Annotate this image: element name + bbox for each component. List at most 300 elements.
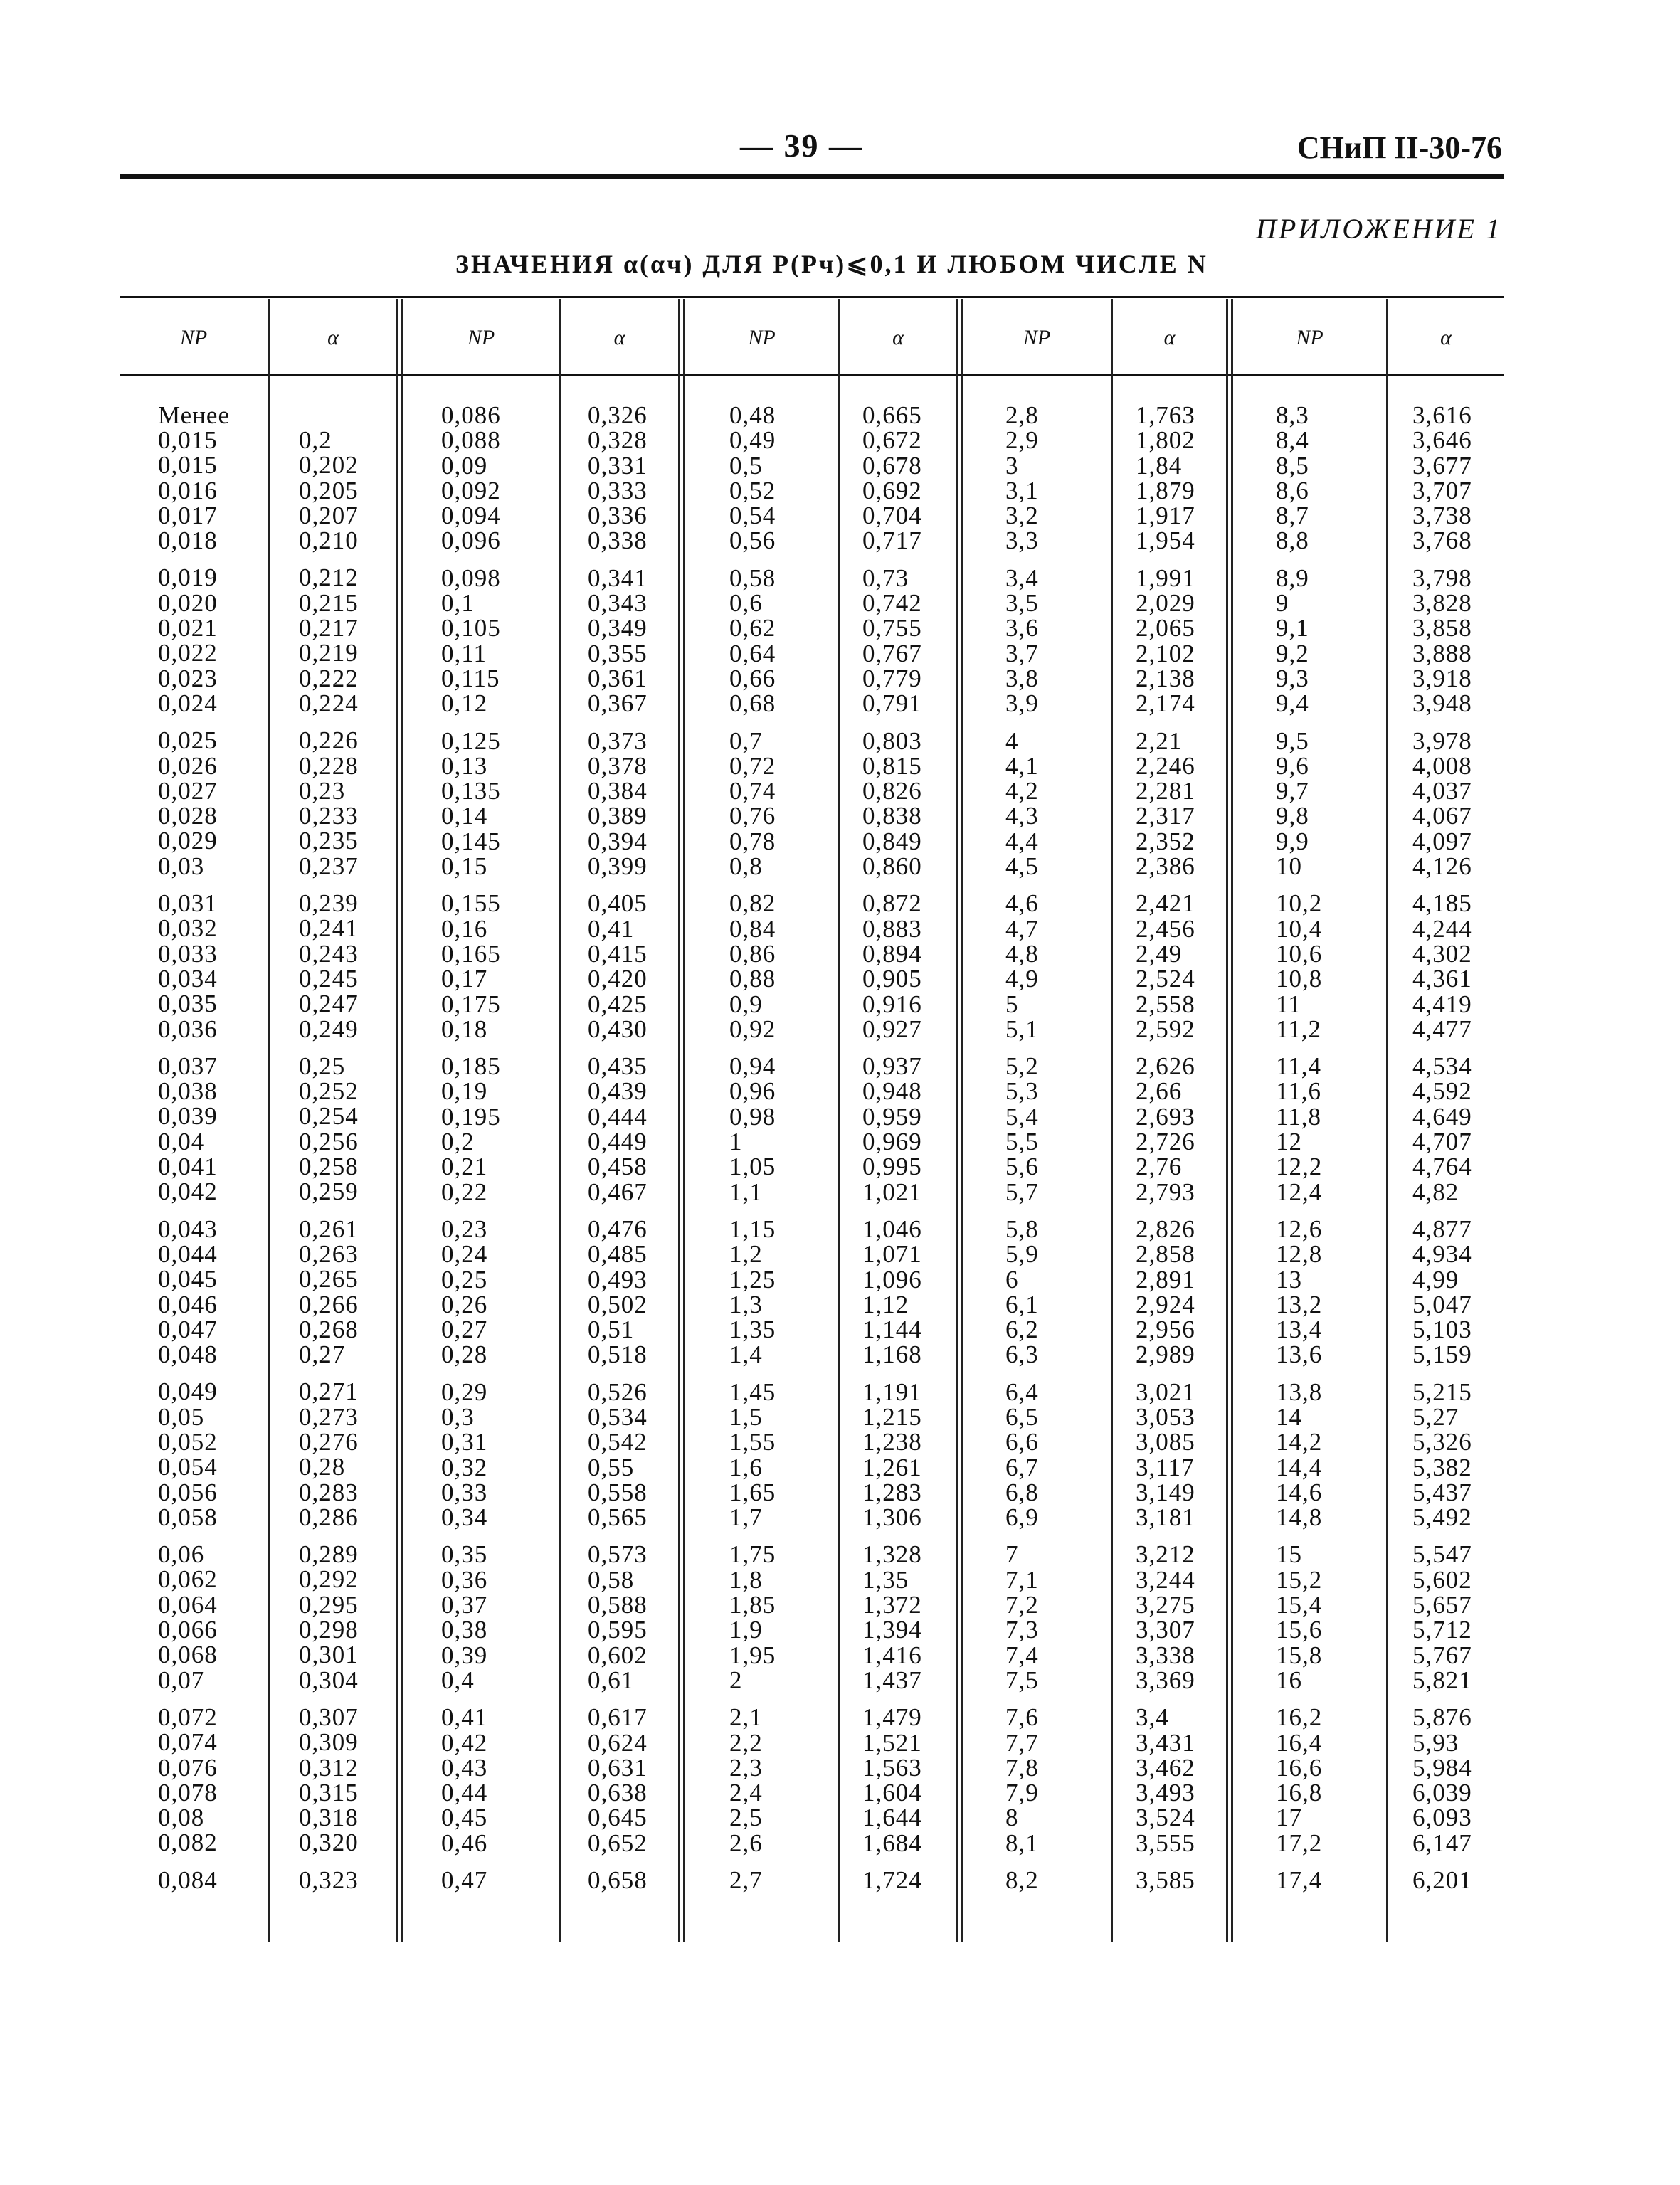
row-group xyxy=(729,1542,776,1693)
table-cell: 0,672 xyxy=(862,426,922,455)
table-cell: 5,93 xyxy=(1412,1728,1459,1757)
row-group xyxy=(1276,1705,1322,1856)
table-cell: 1,35 xyxy=(729,1316,776,1344)
table-cell: 1 xyxy=(729,1128,743,1156)
table-cell: 6,5 xyxy=(1005,1402,1039,1431)
table-cell: 0,328 xyxy=(588,426,648,455)
table-cell: 0,55 xyxy=(588,1453,635,1481)
table-cell: 9,4 xyxy=(1276,689,1309,718)
table-cell: 0,82 xyxy=(729,889,776,918)
table-cell: 0,96 xyxy=(729,1077,776,1106)
table-cell: 10,6 xyxy=(1276,939,1323,968)
table-cell: 9,1 xyxy=(1276,614,1309,642)
table-cell: 8,7 xyxy=(1276,502,1309,530)
table-cell: 0,27 xyxy=(299,1340,346,1369)
page-number: — 39 — xyxy=(740,127,863,164)
table-cell: 0,767 xyxy=(862,639,922,667)
table-cell: 0,019 xyxy=(158,564,218,592)
table-cell: 6,093 xyxy=(1412,1804,1472,1832)
table-cell: 0,074 xyxy=(158,1728,218,1757)
table-cell: 2,592 xyxy=(1136,1015,1195,1043)
table-cell: 1,046 xyxy=(862,1215,922,1243)
row-group xyxy=(441,891,501,1042)
table-cell: 0,399 xyxy=(588,852,648,881)
table-cell: 0,028 xyxy=(158,802,218,830)
table-cell: 3,2 xyxy=(1005,502,1039,530)
table-cell: 3,646 xyxy=(1412,426,1472,455)
table-cell: 2,5 xyxy=(729,1804,763,1832)
table-cell: 0,064 xyxy=(158,1590,218,1619)
header-np: NP xyxy=(1023,326,1051,349)
table-cell: 0,43 xyxy=(441,1753,488,1782)
table-cell: 9,3 xyxy=(1276,664,1309,692)
document-code: СНиП II-30-76 xyxy=(1296,130,1502,165)
table-cell: 3,707 xyxy=(1412,476,1472,504)
table-cell: 3,181 xyxy=(1136,1503,1195,1532)
row-group xyxy=(441,1705,501,1856)
table-cell: 4,126 xyxy=(1412,852,1472,881)
table-cell: 0,41 xyxy=(588,914,635,943)
row-group xyxy=(441,1542,501,1693)
table-cell: 2,989 xyxy=(1136,1340,1195,1369)
table-cell: 0,036 xyxy=(158,1015,218,1043)
table-cell: 0,860 xyxy=(862,852,922,881)
table-cell: 5,5 xyxy=(1005,1128,1039,1156)
table-cell: 2,66 xyxy=(1136,1077,1183,1106)
table-cell: 0,052 xyxy=(158,1427,218,1456)
table-cell: 2,352 xyxy=(1136,827,1195,855)
column-separator xyxy=(1386,299,1388,1942)
table-cell: 0,233 xyxy=(299,802,359,830)
header-alpha: α xyxy=(892,326,904,349)
table-cell: 0,215 xyxy=(299,588,359,617)
table-cell: 0,9 xyxy=(729,990,763,1018)
table-cell: 0,217 xyxy=(299,614,359,642)
row-group xyxy=(299,1705,359,1856)
table-cell: 4,097 xyxy=(1412,827,1472,855)
row-group xyxy=(158,728,218,879)
table-cell: 6,9 xyxy=(1005,1503,1039,1532)
table-cell: 2,693 xyxy=(1136,1102,1195,1131)
table-cell: 0,024 xyxy=(158,689,218,717)
table-cell: 3,858 xyxy=(1412,614,1472,642)
table-cell: 0,105 xyxy=(441,614,501,642)
table-cell: 0,361 xyxy=(588,664,648,692)
table-cell: 2,4 xyxy=(729,1779,763,1807)
table-cell: 2,3 xyxy=(729,1753,763,1782)
table-cell: 12,4 xyxy=(1276,1178,1323,1206)
table-cell: 4,361 xyxy=(1412,965,1472,993)
row-group xyxy=(158,1379,218,1530)
table-cell: 0,145 xyxy=(441,827,501,855)
row-group xyxy=(862,726,922,881)
table-cell: 0,29 xyxy=(441,1377,488,1406)
table-cell: 0,155 xyxy=(441,889,501,918)
table-cell: 0,25 xyxy=(441,1265,488,1293)
row-group xyxy=(1276,891,1322,1042)
table-cell: 0,16 xyxy=(441,914,488,943)
table-cell: 2,924 xyxy=(1136,1290,1195,1318)
table-cell: 6,4 xyxy=(1005,1377,1039,1406)
table-cell: 0,502 xyxy=(588,1290,648,1318)
table-cell: 0,115 xyxy=(441,664,500,692)
table-cell: 0,195 xyxy=(441,1102,501,1131)
row-group xyxy=(1136,1542,1195,1693)
table-cell: 3,616 xyxy=(1412,401,1472,429)
column-np-4 xyxy=(1005,403,1039,1905)
row-group xyxy=(1276,1217,1322,1367)
table-cell: 0,078 xyxy=(158,1778,218,1806)
table-cell: 0,333 xyxy=(588,476,648,504)
row-group xyxy=(441,1377,501,1532)
table-cell: 0,558 xyxy=(588,1478,648,1506)
table-cell: 0,485 xyxy=(588,1240,648,1269)
table-cell: 9,7 xyxy=(1276,777,1309,805)
table-cell: 5,767 xyxy=(1412,1641,1472,1669)
row-group xyxy=(729,1868,776,1893)
table-cell: 0,020 xyxy=(158,588,218,617)
row-group xyxy=(1136,403,1195,554)
table-cell: 0,678 xyxy=(862,451,922,480)
table-cell: 4,419 xyxy=(1412,990,1472,1018)
table-cell: 0,048 xyxy=(158,1340,218,1369)
table-cell: 0,373 xyxy=(588,726,648,755)
table-cell: 1,954 xyxy=(1136,527,1195,555)
row-group xyxy=(441,566,501,716)
table-cell: 0,815 xyxy=(862,751,922,780)
row-group xyxy=(862,1377,922,1532)
table-cell: 0,301 xyxy=(299,1641,359,1669)
row-group xyxy=(1005,1542,1039,1693)
table-cell: 0,056 xyxy=(158,1478,218,1506)
row-group xyxy=(588,566,648,716)
table-cell: 5,602 xyxy=(1412,1565,1472,1594)
table-cell: 1,563 xyxy=(862,1753,922,1782)
table-cell: 1,84 xyxy=(1136,451,1183,480)
table-cell: 3,6 xyxy=(1005,614,1039,642)
table-cell: 3,768 xyxy=(1412,527,1472,555)
table-cell: 3,244 xyxy=(1136,1565,1195,1594)
table-cell: 12,6 xyxy=(1276,1215,1323,1243)
table-cell: 16,8 xyxy=(1276,1779,1323,1807)
row-group xyxy=(299,1217,359,1367)
table-cell: 0,54 xyxy=(729,502,776,530)
table-cell: 0,883 xyxy=(862,914,922,943)
table-cell: 0,286 xyxy=(299,1503,359,1531)
table-cell: 0,439 xyxy=(588,1077,648,1106)
table-cell: 0,088 xyxy=(441,426,501,455)
row-group xyxy=(1276,1868,1322,1893)
table-cell: 7,9 xyxy=(1005,1779,1039,1807)
table-cell: 3,7 xyxy=(1005,639,1039,667)
table-cell: 0,573 xyxy=(588,1540,648,1569)
table-cell: 0,202 xyxy=(299,451,359,480)
table-cell: 3,738 xyxy=(1412,502,1472,530)
table-cell: 0,271 xyxy=(299,1377,359,1406)
table-cell: 5,821 xyxy=(1412,1666,1472,1694)
table-cell: 0,021 xyxy=(158,614,218,642)
row-group xyxy=(862,1054,922,1205)
table-cell: 0,88 xyxy=(729,965,776,993)
table-cell: 0,2 xyxy=(299,426,332,454)
row-group xyxy=(158,1868,218,1893)
table-cell: 4,707 xyxy=(1412,1128,1472,1156)
table-cell: 0,026 xyxy=(158,751,218,780)
table-cell: 1,416 xyxy=(862,1641,922,1669)
table-cell: 6,8 xyxy=(1005,1478,1039,1506)
table-cell: 5,1 xyxy=(1005,1015,1039,1043)
table-cell: 1,394 xyxy=(862,1616,922,1644)
table-cell: 1,12 xyxy=(862,1290,909,1318)
table-cell: 0,39 xyxy=(441,1641,488,1669)
row-group xyxy=(441,1868,501,1893)
table-cell: 0,015 xyxy=(158,426,218,454)
table-cell: 0,73 xyxy=(862,564,909,592)
table-cell: 1,85 xyxy=(729,1591,776,1619)
table-cell: 0,5 xyxy=(729,451,763,480)
table-cell: 0,043 xyxy=(158,1215,218,1243)
table-cell: 0,263 xyxy=(299,1239,359,1268)
table-cell: 0,320 xyxy=(299,1829,359,1857)
row-group xyxy=(1412,1054,1472,1205)
column-separator xyxy=(268,299,270,1942)
row-group xyxy=(1276,1054,1322,1205)
table-cell: 4 xyxy=(1005,726,1019,755)
table-cell: 0,872 xyxy=(862,889,922,918)
table-cell: 0,367 xyxy=(588,689,648,718)
table-cell: 0,207 xyxy=(299,501,359,529)
table-cell: 0,624 xyxy=(588,1728,648,1757)
table-cell: 0,015 xyxy=(158,451,218,480)
row-group xyxy=(1136,566,1195,716)
table-cell: 5,547 xyxy=(1412,1540,1472,1569)
table-cell: 0,017 xyxy=(158,501,218,529)
table-cell: 4,5 xyxy=(1005,852,1039,881)
row-group xyxy=(862,566,922,716)
table-cell: 10,4 xyxy=(1276,914,1323,943)
table-cell: 0,098 xyxy=(441,564,501,592)
table-cell: 0,94 xyxy=(729,1052,776,1081)
table-cell: 1,991 xyxy=(1136,564,1195,592)
table-cell: 0,458 xyxy=(588,1153,648,1181)
table-cell: 2,1 xyxy=(729,1703,763,1732)
table-cell: 1,644 xyxy=(862,1804,922,1832)
table-title: ЗНАЧЕНИЯ α(αч) ДЛЯ P(Pч)⩽0,1 И ЛЮБОМ ЧИСЛЕ N xyxy=(455,250,1208,278)
table-cell: 0,084 xyxy=(158,1866,218,1894)
table-cell: 0,78 xyxy=(729,827,776,855)
table-cell: 0,349 xyxy=(588,614,648,642)
table-cell: 0,245 xyxy=(299,964,359,993)
table-cell: 4,185 xyxy=(1412,889,1472,918)
table-cell: 1,45 xyxy=(729,1377,776,1406)
column-alpha-2 xyxy=(588,403,648,1905)
table-cell: 0,826 xyxy=(862,777,922,805)
table-cell: 11,2 xyxy=(1276,1015,1321,1043)
table-cell: 0,449 xyxy=(588,1128,648,1156)
table-cell: 1,1 xyxy=(729,1178,763,1206)
table-cell: 3,021 xyxy=(1136,1377,1195,1406)
table-cell: 4,592 xyxy=(1412,1077,1472,1106)
table-cell: 3,053 xyxy=(1136,1402,1195,1431)
table-cell: 4,8 xyxy=(1005,939,1039,968)
table-cell: 0,047 xyxy=(158,1315,218,1343)
table-cell: 0,717 xyxy=(862,527,922,555)
header-bottom-rule xyxy=(120,374,1504,376)
table-cell: 1,4 xyxy=(729,1340,763,1369)
table-cell: 1,372 xyxy=(862,1591,922,1619)
table-cell: 1,55 xyxy=(729,1428,776,1456)
table-cell: 4,067 xyxy=(1412,802,1472,830)
table-cell: 5,9 xyxy=(1005,1240,1039,1269)
table-cell: 0,292 xyxy=(299,1565,359,1594)
table-cell: 1,144 xyxy=(862,1316,922,1344)
row-group xyxy=(299,565,359,716)
table-cell: 0,058 xyxy=(158,1503,218,1531)
table-cell: 3,5 xyxy=(1005,589,1039,618)
table-cell: 2,317 xyxy=(1136,802,1195,830)
table-cell: 0,09 xyxy=(441,451,488,480)
table-cell: 0,384 xyxy=(588,777,648,805)
table-cell: 4,477 xyxy=(1412,1015,1472,1043)
table-cell: 0,638 xyxy=(588,1779,648,1807)
table-cell: 0,14 xyxy=(441,802,488,830)
row-group xyxy=(299,891,359,1042)
table-cell: 11 xyxy=(1276,990,1301,1018)
table-cell: 4,934 xyxy=(1412,1240,1472,1269)
table-cell: 0,042 xyxy=(158,1178,218,1206)
table-cell: 5,4 xyxy=(1005,1102,1039,1131)
table-cell: 0,273 xyxy=(299,1402,359,1431)
table-cell: 2,246 xyxy=(1136,751,1195,780)
row-group xyxy=(299,728,359,879)
table-cell: 8,4 xyxy=(1276,426,1309,455)
row-group xyxy=(729,726,776,881)
table-cell: 0,082 xyxy=(158,1829,218,1857)
row-group xyxy=(862,1217,922,1367)
table-cell: 0,15 xyxy=(441,852,488,881)
table-cell: 0,27 xyxy=(441,1316,488,1344)
table-cell: 0,534 xyxy=(588,1402,648,1431)
table-cell: 0,326 xyxy=(588,401,648,429)
table-cell: 4,2 xyxy=(1005,777,1039,805)
table-cell: 8,8 xyxy=(1276,527,1309,555)
table-cell: 0,617 xyxy=(588,1703,648,1732)
table-cell: 0,420 xyxy=(588,965,648,993)
table-cell: 3,493 xyxy=(1136,1779,1195,1807)
table-cell: 0,249 xyxy=(299,1015,359,1043)
table-cell: 0,8 xyxy=(729,852,763,881)
table-cell: 7,1 xyxy=(1005,1565,1039,1594)
table-cell: 0,41 xyxy=(441,1703,488,1732)
table-cell: 0,430 xyxy=(588,1015,648,1043)
table-cell: 0,28 xyxy=(441,1340,488,1369)
table-cell: 0,32 xyxy=(441,1453,488,1481)
column-separator xyxy=(838,299,840,1942)
table-cell: 12 xyxy=(1276,1128,1302,1156)
table-cell: 0,309 xyxy=(299,1728,359,1757)
table-cell: 0,34 xyxy=(441,1503,488,1532)
table-cell: 7,7 xyxy=(1005,1728,1039,1757)
table-cell: 13 xyxy=(1276,1265,1302,1293)
table-cell: 0,165 xyxy=(441,939,501,968)
table-cell: 0,389 xyxy=(588,802,648,830)
row-group xyxy=(441,1217,501,1367)
table-cell: 0,08 xyxy=(158,1804,205,1832)
row-group xyxy=(729,1377,776,1532)
table-cell: 2,421 xyxy=(1136,889,1195,918)
table-cell: 0,295 xyxy=(299,1590,359,1619)
table-cell: 0,06 xyxy=(158,1540,205,1569)
table-cell: 7 xyxy=(1005,1540,1019,1569)
row-group xyxy=(588,1705,648,1856)
table-cell: 0,023 xyxy=(158,664,218,692)
row-group xyxy=(1005,1705,1039,1856)
table-cell: 7,5 xyxy=(1005,1666,1039,1694)
table-cell: 14,4 xyxy=(1276,1453,1323,1481)
table-cell: 0,318 xyxy=(299,1804,359,1832)
table-cell: 0,289 xyxy=(299,1540,359,1569)
table-cell: 0,038 xyxy=(158,1077,218,1106)
table-cell: 0,31 xyxy=(441,1428,488,1456)
table-cell: 0,125 xyxy=(441,726,501,755)
table-cell: 5,382 xyxy=(1412,1453,1472,1481)
table-cell: 0,42 xyxy=(441,1728,488,1757)
table-cell: 0,13 xyxy=(441,751,488,780)
table-cell: 0,849 xyxy=(862,827,922,855)
header-np: NP xyxy=(467,326,495,349)
table-cell: 3,275 xyxy=(1136,1591,1195,1619)
table-cell: 0,062 xyxy=(158,1565,218,1594)
table-cell: 15,2 xyxy=(1276,1565,1323,1594)
table-cell: 1,096 xyxy=(862,1265,922,1293)
row-group xyxy=(1412,891,1472,1042)
row-group xyxy=(1005,1377,1039,1532)
table-cell: 4,4 xyxy=(1005,827,1039,855)
row-group xyxy=(1005,891,1039,1042)
table-cell: 0,51 xyxy=(588,1316,635,1344)
column-alpha-5 xyxy=(1412,403,1472,1905)
table-cell: 10,8 xyxy=(1276,965,1323,993)
column-np-5 xyxy=(1276,403,1322,1905)
row-group xyxy=(1136,1705,1195,1856)
table-cell: 16,6 xyxy=(1276,1753,1323,1782)
table-cell: 0,054 xyxy=(158,1453,218,1481)
table-cell: 1,261 xyxy=(862,1453,922,1481)
table-cell: 5,8 xyxy=(1005,1215,1039,1243)
table-cell: 3,212 xyxy=(1136,1540,1195,1569)
table-cell: 3,4 xyxy=(1136,1703,1169,1732)
table-cell: 4,764 xyxy=(1412,1153,1472,1181)
table-cell: 0,894 xyxy=(862,939,922,968)
table-cell: 2,6 xyxy=(729,1829,763,1857)
table-cell: 1,65 xyxy=(729,1478,776,1506)
row-group xyxy=(441,1054,501,1205)
table-cell: 0,268 xyxy=(299,1315,359,1343)
table-cell: 1,802 xyxy=(1136,426,1195,455)
table-cell: 7,8 xyxy=(1005,1753,1039,1782)
table-cell: 3,918 xyxy=(1412,664,1472,692)
table-cell: 0,791 xyxy=(862,689,922,718)
table-cell: 9 xyxy=(1276,589,1289,618)
table-cell: 0,037 xyxy=(158,1052,218,1080)
table-cell: 3,149 xyxy=(1136,1478,1195,1506)
table-cell: 0,378 xyxy=(588,751,648,780)
table-cell: 0,36 xyxy=(441,1565,488,1594)
table-cell: 1,2 xyxy=(729,1240,763,1269)
table-cell: 1,191 xyxy=(862,1377,922,1406)
table-cell: 1,479 xyxy=(862,1703,922,1732)
table-cell: 6,039 xyxy=(1412,1779,1472,1807)
